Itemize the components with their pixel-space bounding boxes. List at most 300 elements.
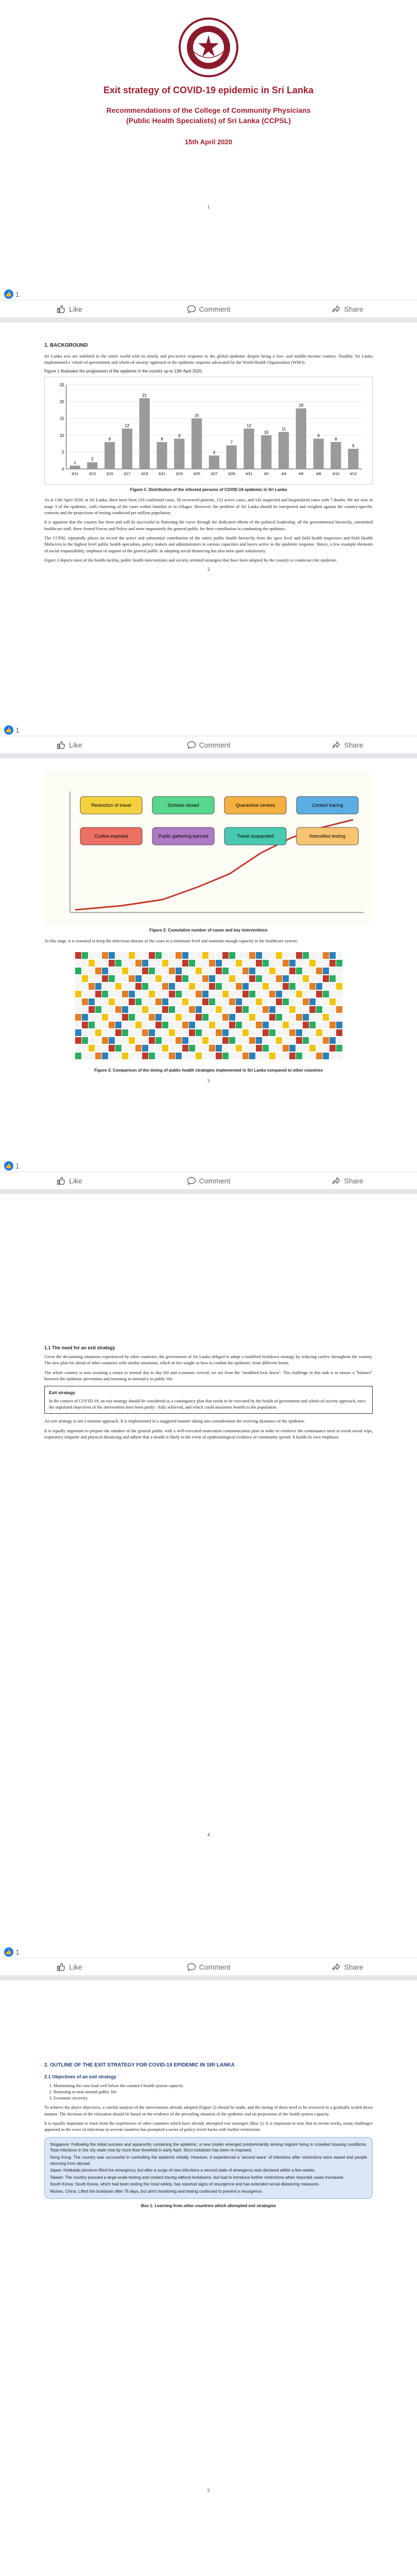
reaction-count: 1 [15, 290, 20, 298]
document-page-1 [0, 0, 417, 289]
heatmap-cell [135, 968, 142, 974]
heatmap-cell [263, 960, 269, 967]
heatmap-cell [336, 983, 342, 990]
share-button[interactable] [278, 1962, 417, 1972]
heatmap-cell [196, 1022, 202, 1028]
heatmap-cell [162, 1029, 168, 1036]
paragraph: It is equally important to learn from the experiences of other countries which have already attempted exit strategies (Box 1). It is important to note that in recent weeks, many challenges appeared in the wave of infections in several countries has prompted a series of policy revert backs with further restrictions. [44, 2121, 373, 2132]
heatmap-cell [142, 1045, 148, 1052]
heatmap-cell [196, 1014, 202, 1021]
heatmap-cell [236, 983, 242, 990]
x-tick-label: 4/12 [350, 472, 357, 476]
heatmap-cell [202, 960, 208, 967]
heatmap-cell [229, 968, 235, 974]
heatmap-cell [196, 991, 202, 997]
comment-icon [187, 1962, 196, 1972]
comment-button[interactable] [139, 1962, 278, 1972]
heatmap-cell [316, 998, 322, 1005]
data-label: 18 [299, 403, 304, 408]
heatmap-cell [289, 968, 296, 974]
like-label: Like [69, 1962, 82, 1971]
heatmap-cell [122, 1037, 128, 1044]
heatmap-cell [283, 983, 289, 990]
heatmap-cell [222, 952, 229, 959]
heatmap-cell [256, 1045, 262, 1052]
heatmap-cell [149, 1037, 155, 1044]
heatmap-cell [269, 1029, 275, 1036]
like-button[interactable] [0, 304, 139, 314]
heatmap-cell [196, 1053, 202, 1059]
heatmap-cell [323, 1029, 329, 1036]
heatmap-cell [209, 952, 215, 959]
heatmap-cell [95, 1006, 101, 1013]
heatmap-cell [115, 1029, 121, 1036]
heatmap-cell [329, 998, 336, 1005]
heatmap-cell [289, 1037, 296, 1044]
heatmap-cell [329, 991, 336, 997]
heatmap-cell [89, 998, 95, 1005]
paragraph: Given the devastating situations experienced by other countries, the government of Sri Lanka obliged to adopt a modified lockdown strategy by reducing curfew throughout the country. The new plan for ahead of other countries with similar situations, which in fact taught us how to combat the epidemic, from different fronts. [44, 1354, 373, 1366]
heatmap-cell [135, 1037, 142, 1044]
heatmap-cell [323, 968, 329, 974]
heatmap-cell [89, 983, 95, 990]
heatmap-cell [209, 1029, 215, 1036]
country-comparison-heatmap [44, 947, 373, 1065]
heatmap-cell [155, 1014, 162, 1021]
paragraph: Sri Lanka acts are indebted to the entire world with its timely and pro-active response to the global epidemic despite being a low- and middle-income country. Notably, Sri Lanka implemented a 'whole-of-government and whole-of-society' approach to the epidemic response advocated by the World Health Organization (WHO). [44, 353, 373, 365]
heatmap-cell [189, 983, 195, 990]
feed-gap [0, 1189, 417, 1194]
heatmap-cell [336, 1014, 342, 1021]
heatmap-cell [75, 1014, 81, 1021]
list-item: South Korea: South Korea, which had been testing the most widely, has reported signs of resurgence and has extended social distancing measures. [50, 2182, 320, 2187]
x-tick-label: 3/15 [106, 472, 113, 476]
heatmap-cell [229, 1045, 235, 1052]
exit-strategy-box [44, 1386, 373, 1414]
heatmap-cell [269, 952, 275, 959]
comment-button[interactable] [139, 304, 278, 314]
heatmap-cell [129, 991, 135, 997]
heatmap-cell [95, 1037, 101, 1044]
like-reaction-icon: 👍 [4, 1947, 13, 1957]
heatmap-cell [283, 1006, 289, 1013]
heatmap-cell [216, 1006, 222, 1013]
heatmap-cell [202, 952, 208, 959]
comment-button[interactable] [139, 1176, 278, 1185]
like-label: Like [69, 740, 82, 749]
heatmap-cell [196, 968, 202, 974]
heatmap-cell [329, 1014, 336, 1021]
heatmap-cell [283, 1053, 289, 1059]
heatmap-cell [283, 1029, 289, 1036]
heatmap-cell [202, 1014, 208, 1021]
heatmap-cell [189, 1029, 195, 1036]
heatmap-cell [283, 1014, 289, 1021]
heatmap-cell [75, 1037, 81, 1044]
heatmap-cell [189, 1045, 195, 1052]
figure-1-caption: Figure 1: Distribution of the infected persons of COVID-19 epidemic in Sri Lanka [130, 487, 287, 492]
heatmap-cell [82, 952, 88, 959]
heatmap-cell [109, 952, 115, 959]
heatmap-cell [115, 1053, 121, 1059]
heatmap-cell [176, 952, 182, 959]
heatmap-cell [289, 1014, 296, 1021]
reactions-summary[interactable] [0, 289, 417, 300]
heatmap-cell [182, 1014, 188, 1021]
heatmap-cell [142, 975, 148, 982]
bar [122, 429, 132, 469]
heatmap-cell [202, 1037, 208, 1044]
like-button[interactable] [0, 1962, 139, 1972]
heatmap-cell [109, 1029, 115, 1036]
list-item: Taiwan: The country pursued a large-scale testing and contact tracing without lockdowns, but had to introduce further restrictions when imported cases increased. [50, 2175, 344, 2180]
list-item: 2. Returning to near normal public life [54, 2089, 373, 2095]
data-label: 8 [161, 436, 163, 442]
heatmap-cell [115, 1045, 121, 1052]
heatmap-cell [216, 1053, 222, 1059]
x-tick-label: 3/11 [72, 472, 79, 476]
heatmap-cell [263, 998, 269, 1005]
heatmap-cell [242, 975, 249, 982]
heatmap-cell [189, 1053, 195, 1059]
heatmap-cell [249, 1037, 255, 1044]
heatmap-cell [249, 1029, 255, 1036]
heatmap-cell [209, 1053, 215, 1059]
list-item: Singapore: Following the initial success and apparently containing the epidemic, a new cluster emerged predominantly among migrant living in crowded housing conditions. Total infections in the city-state rose by more than threefold in early April. Strict lockdown has been re-imposed. [50, 2142, 367, 2153]
heatmap-cell [189, 952, 195, 959]
heatmap-cell [142, 998, 148, 1005]
bar [331, 442, 341, 469]
heatmap-cell [316, 1037, 322, 1044]
heatmap-cell [336, 991, 342, 997]
heatmap-cell [236, 998, 242, 1005]
heatmap-cell [283, 975, 289, 982]
heatmap-cell [202, 983, 208, 990]
share-button[interactable] [278, 1176, 417, 1185]
x-tick-label: 4/8 [316, 472, 321, 476]
reactions-summary[interactable] [0, 1946, 417, 1958]
section-heading-outline: 2. OUTLINE OF THE EXIT STRATEGY FOR COVID-19 EPIDEMIC IN SRI LANKA [44, 2062, 235, 2068]
heatmap-cell [249, 968, 255, 974]
heatmap-cell [82, 1053, 88, 1059]
heatmap-cell [323, 1053, 329, 1059]
heatmap-cell [329, 983, 336, 990]
data-label: 15 [194, 413, 199, 418]
comment-icon [187, 740, 196, 750]
heatmap-cell [336, 1045, 342, 1052]
heatmap-cell [269, 960, 275, 967]
heatmap-cell [202, 975, 208, 982]
heatmap-cell [95, 1053, 101, 1059]
heatmap-cell [329, 1006, 336, 1013]
heatmap-cell [276, 1022, 282, 1028]
heatmap-cell [296, 1022, 302, 1028]
heatmap-cell [309, 991, 316, 997]
heatmap-cell [276, 1045, 282, 1052]
heatmap-cell [89, 1014, 95, 1021]
heatmap-cell [242, 1037, 249, 1044]
heatmap-cell [129, 1014, 135, 1021]
heatmap-cell [336, 1053, 342, 1059]
heatmap-cell [182, 1006, 188, 1013]
heatmap-cell [222, 975, 229, 982]
heatmap-cell [196, 1037, 202, 1044]
y-tick-label: 0 [62, 466, 64, 471]
heatmap-cell [202, 1029, 208, 1036]
paragraph: It is apparent that the country has been and will be successful in flattening the curve through the dedicated efforts of the political leadership, all the governmental hierarchy, committed healthcare staff, three Armed Forces and Police and more importantly the general public for their contribution in combatting the epidemic. [44, 519, 373, 531]
heatmap-cell [216, 998, 222, 1005]
heatmap-cell [109, 1022, 115, 1028]
heatmap-cell [202, 1053, 208, 1059]
heatmap-cell [89, 1029, 95, 1036]
heatmap-cell [109, 991, 115, 997]
heatmap-cell [135, 975, 142, 982]
heatmap-cell [229, 983, 235, 990]
section-heading-exit-need: 1.1 The need for an exit strategy [44, 1345, 115, 1350]
heatmap-cell [242, 1053, 249, 1059]
reactions-summary[interactable] [0, 1160, 417, 1172]
heatmap-cell [269, 1014, 275, 1021]
heatmap-cell [276, 952, 282, 959]
heatmap-cell [222, 1037, 229, 1044]
heatmap-cell [303, 1022, 309, 1028]
heatmap-cell [196, 952, 202, 959]
post-action-bar-1 [0, 289, 417, 317]
heatmap-cell [109, 960, 115, 967]
heatmap-cell [189, 998, 195, 1005]
heatmap-cell [75, 1045, 81, 1052]
heatmap-cell [95, 991, 101, 997]
heatmap-cell [269, 991, 275, 997]
heatmap-cell [196, 975, 202, 982]
bar [227, 445, 237, 469]
heatmap-cell [176, 968, 182, 974]
heatmap-cell [209, 1045, 215, 1052]
share-button[interactable] [278, 740, 417, 750]
heatmap-cell [263, 975, 269, 982]
heatmap-cell [102, 1006, 108, 1013]
heatmap-cell [155, 1053, 162, 1059]
heatmap-cell [303, 975, 309, 982]
comment-label: Comment [199, 304, 231, 313]
heatmap-cell [289, 960, 296, 967]
heatmap-cell [216, 1014, 222, 1021]
heatmap-cell [296, 1029, 302, 1036]
heatmap-cell [256, 975, 262, 982]
heatmap-cell [202, 1006, 208, 1013]
heatmap-cell [316, 991, 322, 997]
heatmap-cell [303, 960, 309, 967]
heatmap-cell [95, 960, 101, 967]
like-label: Like [69, 1176, 82, 1185]
heatmap-cell [269, 1053, 275, 1059]
heatmap-cell [229, 1022, 235, 1028]
data-label: 7 [230, 440, 233, 445]
heatmap-cell [176, 991, 182, 997]
heatmap-cell [82, 1045, 88, 1052]
heatmap-cell [269, 1037, 275, 1044]
heatmap-cell [182, 960, 188, 967]
heatmap-cell [209, 998, 215, 1005]
heatmap-cell [82, 983, 88, 990]
like-button[interactable] [0, 1176, 139, 1185]
heatmap-cell [142, 1029, 148, 1036]
heatmap-cell [149, 983, 155, 990]
heatmap-cell [209, 1006, 215, 1013]
heatmap-cell [75, 975, 81, 982]
heatmap-cell [249, 975, 255, 982]
heatmap-cell [109, 1006, 115, 1013]
comment-label: Comment [199, 1962, 231, 1971]
paragraph: The CCPSL repeatedly places on record the active and substantial contribution of the entire public health hierarchy from the apex level and field health inspectors and field Health Midwives to the highest level public health specialists, policy makers and administrators in various capacities and layers active in the epidemic response. Hence, a few example elements of social responsibility, emphasis of support of the general public in adopting social distancing has also been quite satisfactory. [44, 535, 373, 553]
heatmap-cell [95, 952, 101, 959]
heatmap-cell [115, 960, 121, 967]
heatmap-cell [209, 975, 215, 982]
heatmap-cell [202, 968, 208, 974]
heatmap-cell [289, 998, 296, 1005]
heatmap-cell [289, 952, 296, 959]
heatmap-cell [82, 1014, 88, 1021]
heatmap-cell [216, 1022, 222, 1028]
heatmap-cell [329, 960, 336, 967]
heatmap-cell [323, 1006, 329, 1013]
heatmap-cell [323, 998, 329, 1005]
comment-button[interactable] [139, 740, 278, 750]
heatmap-cell [169, 1037, 175, 1044]
heatmap-cell [115, 983, 121, 990]
heatmap-cell [109, 998, 115, 1005]
heatmap-cell [336, 952, 342, 959]
data-label: 9 [178, 433, 181, 438]
heatmap-cell [89, 975, 95, 982]
share-icon [332, 1962, 341, 1972]
heatmap-cell [263, 983, 269, 990]
heatmap-cell [242, 1022, 249, 1028]
heatmap-cell [216, 952, 222, 959]
heatmap-cell [236, 1045, 242, 1052]
figure-1-intro: Figure 1 Illustrates the progression of the epidemic in the country up to 13th April 2020. [44, 369, 203, 374]
heatmap-cell [196, 983, 202, 990]
heatmap-cell [162, 975, 168, 982]
heatmap-cell [316, 1029, 322, 1036]
heatmap-cell [236, 991, 242, 997]
heatmap-cell [155, 998, 162, 1005]
heatmap-cell [75, 960, 81, 967]
comment-label: Comment [199, 1176, 231, 1185]
heatmap-cell [102, 1053, 108, 1059]
bar [140, 398, 150, 469]
heatmap-cell [289, 991, 296, 997]
heatmap-cell [149, 1006, 155, 1013]
heatmap-cell [329, 952, 336, 959]
x-tick-label: 4/4 [281, 472, 286, 476]
heatmap-cell [289, 1053, 296, 1059]
heatmap-cell [142, 1022, 148, 1028]
heatmap-cell [209, 1014, 215, 1021]
heatmap-cell [196, 1045, 202, 1052]
share-button[interactable] [278, 304, 417, 314]
x-tick-label: 3/23 [176, 472, 183, 476]
heatmap-cell [89, 1006, 95, 1013]
heatmap-cell [189, 1014, 195, 1021]
heatmap-cell [256, 1053, 262, 1059]
document-page-3 [0, 758, 417, 1160]
heatmap-cell [303, 952, 309, 959]
heatmap-cell [236, 968, 242, 974]
heatmap-cell [189, 1006, 195, 1013]
heatmap-cell [249, 998, 255, 1005]
heatmap-cell [222, 968, 229, 974]
heatmap-cell [242, 1029, 249, 1036]
heatmap-cell [222, 1014, 229, 1021]
heatmap-cell [329, 975, 336, 982]
bar [314, 438, 324, 469]
heatmap-cell [236, 1029, 242, 1036]
heatmap-cell [149, 991, 155, 997]
heatmap-cell [196, 998, 202, 1005]
heatmap-cell [263, 1006, 269, 1013]
heatmap-cell [109, 1053, 115, 1059]
heatmap-cell [303, 1037, 309, 1044]
heatmap-cell [283, 952, 289, 959]
reactions-summary[interactable] [0, 724, 417, 736]
heatmap-cell [149, 1029, 155, 1036]
like-button[interactable] [0, 740, 139, 750]
heatmap-cell [122, 975, 128, 982]
heatmap-cell [122, 960, 128, 967]
heatmap-cell [316, 968, 322, 974]
heatmap-cell [155, 1037, 162, 1044]
heatmap-cell [296, 1037, 302, 1044]
heatmap-cell [162, 1053, 168, 1059]
heatmap-cell [155, 968, 162, 974]
heatmap-cell [122, 1022, 128, 1028]
share-label: Share [344, 740, 363, 749]
heatmap-cell [135, 960, 142, 967]
heatmap-cell [182, 952, 188, 959]
heatmap-cell [296, 991, 302, 997]
heatmap-cell [263, 1014, 269, 1021]
heatmap-cell [242, 968, 249, 974]
heatmap-cell [269, 1022, 275, 1028]
heatmap-cell [95, 1014, 101, 1021]
heatmap-cell [256, 983, 262, 990]
heatmap-cell [283, 991, 289, 997]
heatmap-cell [169, 998, 175, 1005]
heatmap-cell [336, 960, 342, 967]
box-text: In the context of COVID-19, an exit strategy should be considered as a contingency plan that needs to be executed by the health of government and whole-of-society approach, once the stipulated objectives of the intervention have been partly / fully achieved, and which could maximise benefit to the population. [49, 1398, 366, 1410]
heatmap-cell [75, 1022, 81, 1028]
paragraph: To achieve the above objectives, a careful analysis of the interventions already adopted (Figure 2) should be made, and the timing of these need to be reviewed in a gradually scaled down manner. The decision of the relaxation should be based on the evidence of the prevailing situation of the epidemic and on projections of the health system capacity. [44, 2105, 373, 2116]
heatmap-cell [202, 998, 208, 1005]
heatmap-cell [82, 1037, 88, 1044]
heatmap-cell [82, 998, 88, 1005]
heatmap-cell [182, 991, 188, 997]
data-label: 9 [317, 433, 320, 438]
heatmap-cell [323, 1022, 329, 1028]
heatmap-cell [109, 975, 115, 982]
heatmap-cell [155, 975, 162, 982]
heatmap-cell [222, 1029, 229, 1036]
heatmap-cell [236, 952, 242, 959]
heatmap-cell [122, 1029, 128, 1036]
heatmap-cell [169, 952, 175, 959]
paragraph: It is equally important to prepare the mindset of the general public with a well-executed motivation communication plan in order to reinforce the continuance need to avoid social trips, respiratory etiquette and physical distancing and adhere that a month is likely to the event of epidemiological evidence of community spread. It builds its own emphasis. [44, 1428, 373, 1439]
y-tick-label: 10 [59, 433, 64, 438]
heatmap-cell [149, 1014, 155, 1021]
x-tick-label: 4/10 [332, 472, 340, 476]
heatmap-cell [75, 1053, 81, 1059]
